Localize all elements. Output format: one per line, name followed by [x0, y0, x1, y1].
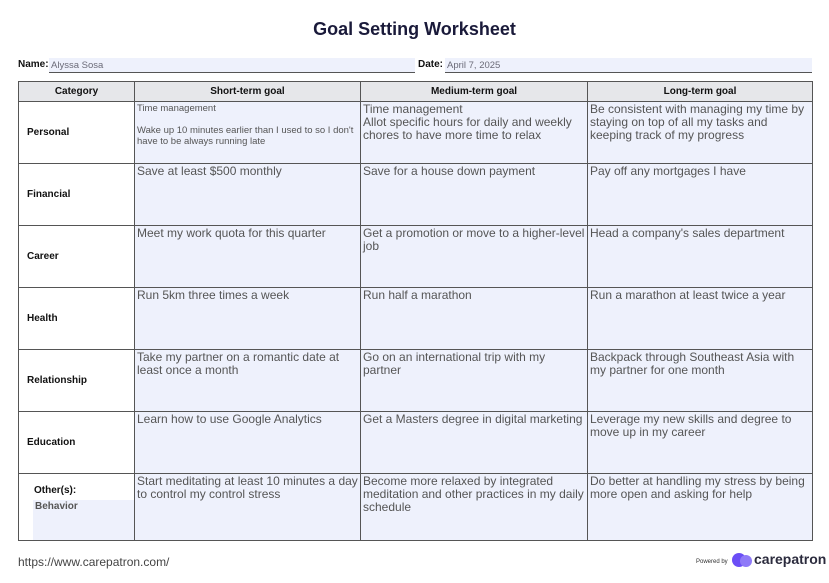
table-row [19, 164, 813, 226]
header-short-term: Short-term goal [135, 82, 361, 102]
date-value: April 7, 2025 [447, 60, 501, 71]
date-field[interactable] [445, 58, 812, 73]
header-row [19, 82, 813, 102]
long-term-text: Run a marathon at least twice a year [590, 288, 786, 302]
medium-term-text: Save for a house down payment [363, 164, 536, 178]
medium-term-text: Get a Masters degree in digital marketing [363, 412, 583, 426]
page-title: Goal Setting Worksheet [313, 19, 516, 39]
long-term-text: Pay off any mortgages I have [590, 164, 746, 178]
goal-table [18, 81, 813, 541]
short-term-cell[interactable] [135, 474, 361, 541]
medium-term-text: Become more relaxed by integrated meditation and other practices in my daily schedule [363, 474, 584, 514]
long-term-text: Head a company's sales department [590, 226, 785, 240]
date-label: Date: [418, 59, 444, 70]
powered-by-label: Powered by [696, 559, 728, 565]
long-term-cell[interactable] [588, 474, 813, 541]
short-term-cell[interactable] [135, 164, 361, 226]
long-term-text: Do better at handling my stress by being more open and asking for help [590, 474, 805, 501]
name-value: Alyssa Sosa [51, 60, 104, 71]
header-category: Category [19, 82, 135, 102]
medium-term-cell[interactable] [361, 350, 588, 412]
short-term-cell[interactable] [135, 102, 361, 164]
category-cell: Career [19, 226, 135, 288]
medium-term-cell[interactable] [361, 412, 588, 474]
table-row [19, 412, 813, 474]
medium-term-text: Time management Allot specific hours for daily and weekly chores to have more time to relax [363, 102, 572, 142]
long-term-cell[interactable] [588, 164, 813, 226]
category-cell: Health [19, 288, 135, 350]
name-field[interactable] [49, 58, 415, 73]
name-label: Name: [18, 59, 49, 70]
long-term-cell[interactable] [588, 102, 813, 164]
medium-term-cell[interactable] [361, 226, 588, 288]
header-long-term: Long-term goal [588, 82, 813, 102]
short-term-line2: Wake up 10 minutes earlier than I used to so I don't have to be always running late [137, 124, 354, 147]
table-row [19, 102, 813, 164]
category-cell: Financial [19, 164, 135, 226]
short-term-text: Learn how to use Google Analytics [137, 412, 322, 426]
carepatron-logo-icon [732, 552, 752, 568]
footer-link[interactable]: https://www.carepatron.com/ [18, 555, 170, 569]
medium-term-cell[interactable] [361, 102, 588, 164]
category-cell: Personal [19, 102, 135, 164]
short-term-text: Meet my work quota for this quarter [137, 226, 326, 240]
short-term-cell[interactable] [135, 288, 361, 350]
medium-term-cell[interactable] [361, 288, 588, 350]
medium-term-cell[interactable] [361, 164, 588, 226]
category-cell: Education [19, 412, 135, 474]
category-cell-other [19, 474, 135, 541]
table-row [19, 288, 813, 350]
medium-term-cell[interactable] [361, 474, 588, 541]
short-term-cell[interactable] [135, 226, 361, 288]
category-cell: Relationship [19, 350, 135, 412]
other-category-field[interactable]: Behavior [33, 500, 159, 540]
other-label: Other(s): [34, 485, 77, 496]
medium-term-text: Go on an international trip with my partner [363, 350, 546, 377]
table-row [19, 350, 813, 412]
short-term-cell[interactable] [135, 412, 361, 474]
short-term-cell[interactable] [135, 350, 361, 412]
medium-term-text: Get a promotion or move to a higher-level job [363, 226, 585, 253]
long-term-text: Be consistent with managing my time by staying on top of all my tasks and keeping track of my progress [590, 102, 805, 142]
long-term-cell[interactable] [588, 350, 813, 412]
short-term-text: Start meditating at least 10 minutes a day to control my control stress [137, 474, 358, 501]
short-term-line1: Time management [137, 103, 216, 114]
long-term-cell[interactable] [588, 288, 813, 350]
header-medium-term: Medium-term goal [361, 82, 588, 102]
table-row [19, 226, 813, 288]
long-term-text: Leverage my new skills and degree to move up in my career [590, 412, 792, 439]
long-term-cell[interactable] [588, 226, 813, 288]
short-term-text: Take my partner on a romantic date at least once a month [137, 350, 340, 377]
long-term-text: Backpack through Southeast Asia with my partner for one month [590, 350, 795, 377]
brand-name: carepatron [754, 551, 827, 567]
short-term-text: Run 5km three times a week [137, 288, 290, 302]
table-row [19, 474, 813, 541]
medium-term-text: Run half a marathon [363, 288, 472, 302]
short-term-text: Save at least $500 monthly [137, 164, 282, 178]
long-term-cell[interactable] [588, 412, 813, 474]
